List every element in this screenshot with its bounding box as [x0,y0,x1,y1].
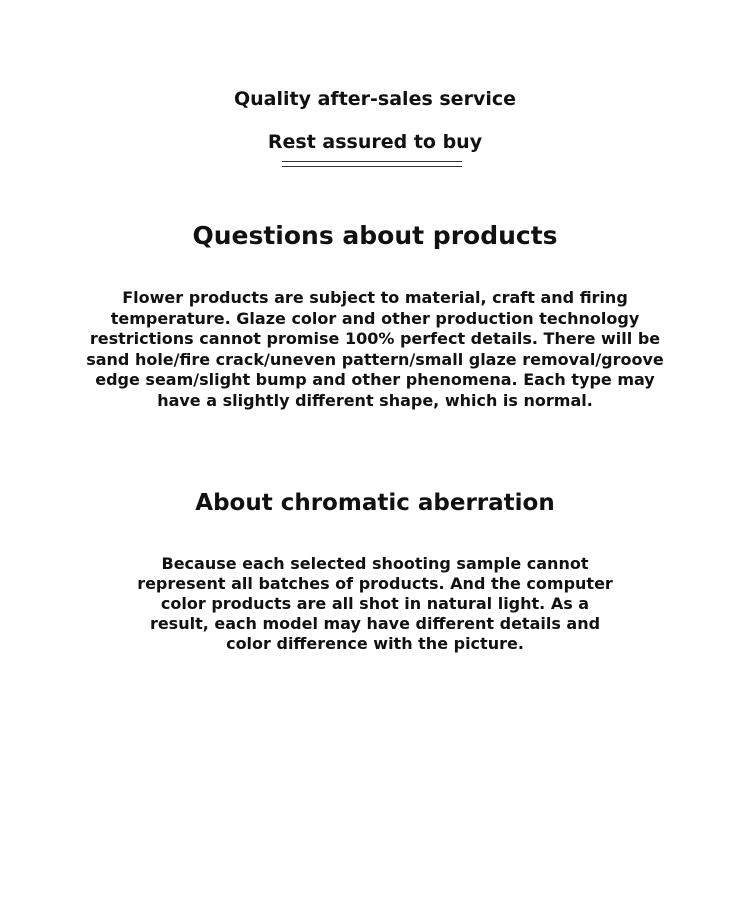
tagline-quality-service: Quality after-sales service [234,88,516,110]
section-title-products: Questions about products [192,221,558,250]
tagline-rest-assured: Rest assured to buy [267,131,483,153]
section-title-chromatic-aberration: About chromatic aberration [195,490,555,516]
divider-line [282,161,462,162]
section-body-products: Flower products are subject to material, craft and firing temperature. Glaze color and other production technology restrictions cannot promise 100% perfect details. There will be sand hole/fire crack/uneven pattern/small glaze removal/groove edge seam/slight bump and other phenomena. Each type may have a slightly different shape, which is normal. [86,288,664,410]
divider-line [282,166,462,167]
section-body-chromatic-aberration: Because each selected shooting sample cannot represent all batches of products. And the computer color products are all shot in natural light. As a result, each model may have different details and color difference with the picture. [137,554,613,653]
